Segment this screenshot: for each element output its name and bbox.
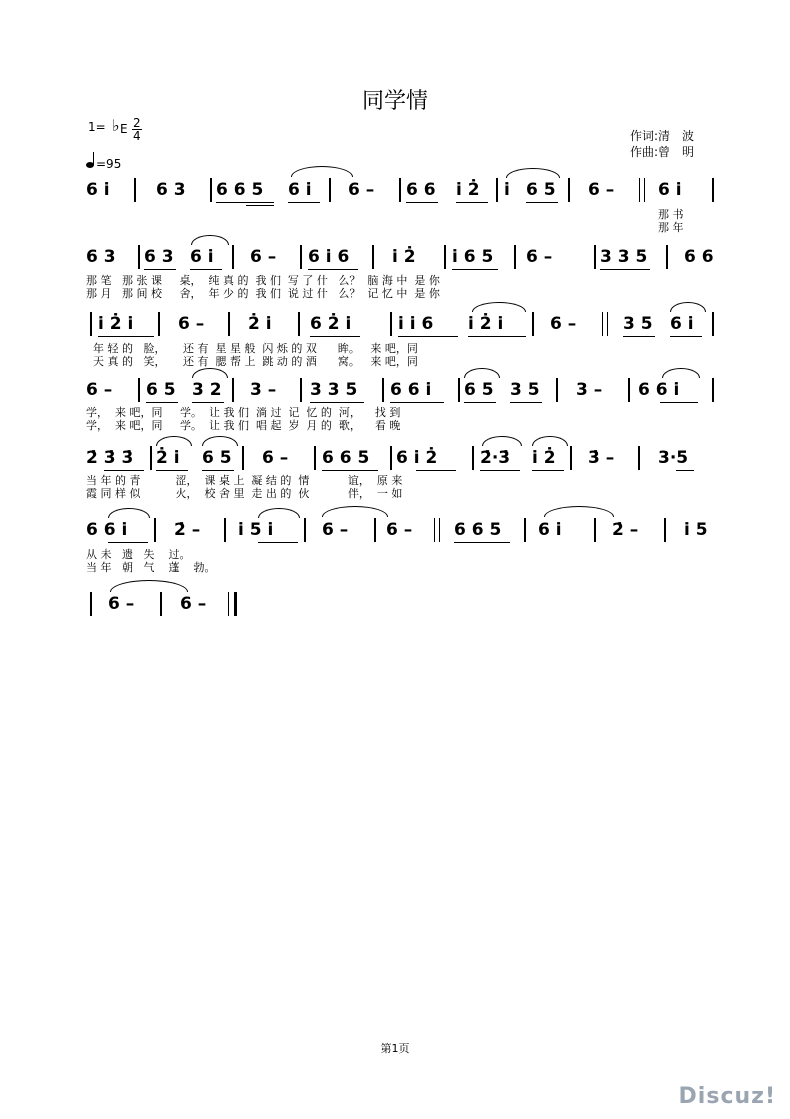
quarter-note-icon: [86, 154, 96, 168]
lyrics-line-6: 从 未 遗 失 过。 当 年 朝 气 蓬 勃。: [86, 548, 216, 574]
key-signature: [88, 116, 141, 143]
time-signature: [132, 117, 142, 142]
meter-bottom: 4: [133, 129, 141, 143]
flat-sign: ♭: [112, 116, 120, 135]
lyrics-line-3: 年 轻 的 脸， 还 有 星 星 般 闪 烁 的 双 眸。 来 吧，同 天 真 的 笑， 还 有 腮 帮 上 跳 动 的 酒 窝。 来 吧，同: [86, 342, 418, 368]
song-title: 同学情: [361, 89, 428, 114]
lyricist: 作词:清 波: [630, 129, 695, 143]
notes: 6 i̇: [86, 180, 110, 200]
lyrics-line-1-right: 那 书 那 年: [658, 208, 684, 234]
composer: 作曲:曾 明: [630, 145, 695, 159]
key-prefix: 1=: [88, 120, 106, 134]
lyrics-line-4: 学， 来 吧，同 学。 让 我 们 淌 过 记 忆 的 河， 找 到 学， 来 吧，同 学。 让 我 们 唱 起 岁 月 的 歌， 看 晚: [86, 406, 401, 432]
tempo-marking: [86, 154, 121, 171]
lyrics-line-5: 当 年 的 青 涩， 课 桌 上 凝 结 的 情 谊， 原 来 霞 同 样 似 火， 校 舍 里 走 出 的 伙 伴， 一 如: [86, 474, 403, 500]
lyrics-line-2: 那 笔 那 张 课 桌， 纯 真 的 我 们 写 了 什 么？ 脑 海 中 是 你 那 月 那 间 校 舍， 年 少 的 我 们 说 过 什 么？ 记 忆 中 是 你: [86, 274, 440, 300]
page-footer: 第1页: [380, 1042, 410, 1055]
key-note: E: [120, 122, 128, 136]
tempo-value: =95: [96, 157, 122, 171]
credits: [630, 128, 694, 160]
brand-watermark: Discuz!: [678, 1084, 776, 1109]
meter-top: 2: [133, 116, 141, 130]
